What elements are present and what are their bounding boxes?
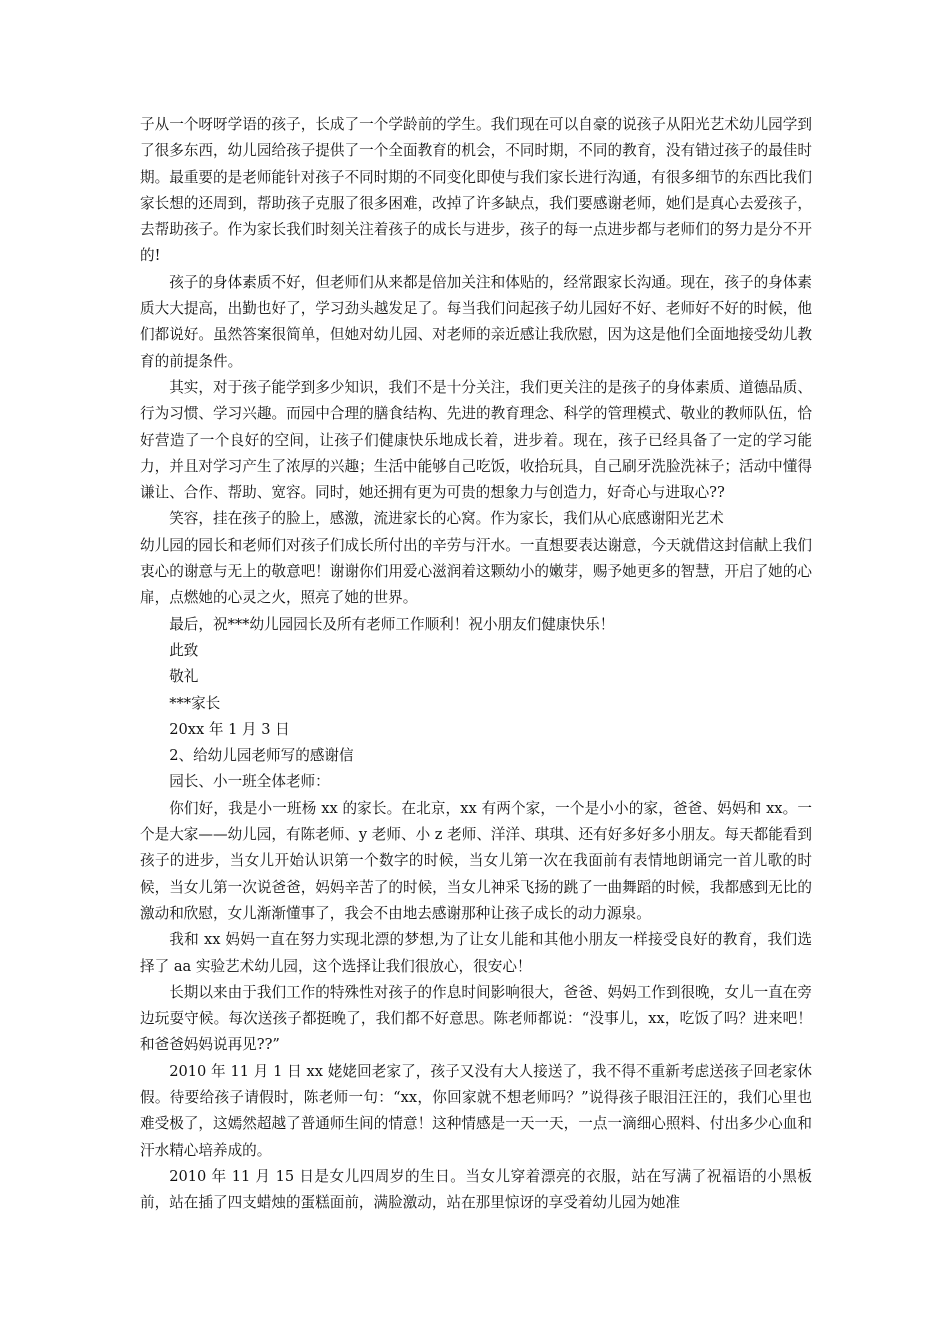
paragraph-1: 子从一个呀呀学语的孩子，长成了一个学龄前的学生。我们现在可以自豪的说孩子从阳光艺术幼儿园学到了很多东西，幼儿园给孩子提供了一个全面教育的机会，不同时期，不同的教育，没有错过孩子的最佳时期。最重要的是老师能针对孩子不同时期的不同变化即使与我们家长进行沟通，有很多细节的东西比我们家长想的还周到，帮助孩子克服了很多困难，改掉了许多缺点，我们要感谢老师，她们是真心去爱孩子，去帮助孩子。作为家长我们时刻关注着孩子的成长与进步，孩子的每一点进步都与老师们的努力是分不开的! [140, 116, 812, 265]
section-heading: 2、给幼儿园老师写的感谢信 [169, 747, 354, 765]
paragraph-17: 2010 年 11 月 15 日是女儿四周岁的生日。当女儿穿着漂亮的衣服，站在写满了祝福语的小黑板前，站在插了四支蜡烛的蛋糕面前，满脸激动，站在那里惊讶的享受着幼儿园为她准 [140, 1167, 812, 1212]
paragraph-5: 幼儿园的园长和老师们对孩子们成长所付出的辛劳与汗水。一直想要表达谢意，今天就借这封信献上我们衷心的谢意与无上的敬意吧！谢谢你们用爱心滋润着这颗幼小的嫩芽，赐予她更多的智慧，开启了她的心扉，点燃她的心灵之火，照亮了她的世界。 [140, 536, 812, 607]
signature: ***家长 [169, 694, 221, 712]
paragraph-16: 2010 年 11 月 1 日 xx 姥姥回老家了，孩子又没有大人接送了，我不得不重新考虑送孩子回老家休假。待要给孩子请假时，陈老师一句：“xx，你回家就不想老师吗？”说得孩子眼泪汪汪的，我们心里也难受极了，这嫣然超越了普通师生间的情意！这种情感是一天一天，一点一滴细心照料、付出多少心血和汗水精心培养成的。 [140, 1062, 812, 1159]
letter-recipient: 园长、小一班全体老师： [169, 773, 330, 791]
document-page [140, 112, 812, 1216]
paragraph-15: 长期以来由于我们工作的特殊性对孩子的作息时间影响很大，爸爸、妈妈工作到很晚，女儿一直在旁边玩耍守候。每次送孩子都挺晚了，我们都不好意思。陈老师都说：“没事儿，xx，吃饭了吗？进来吧！和爸爸妈妈说再见??” [140, 983, 812, 1054]
salutation-cizhi: 此致 [169, 641, 199, 659]
closing-wish: 最后，祝***幼儿园园长及所有老师工作顺利！祝小朋友们健康快乐！ [169, 615, 615, 633]
letter-date: 20xx 年 1 月 3 日 [169, 720, 290, 738]
paragraph-13: 你们好，我是小一班杨 xx 的家长。在北京，xx 有两个家，一个是小小的家，爸爸、妈妈和 xx。一个是大家——幼儿园，有陈老师、y 老师、小 z 老师、洋洋、琪琪、还有好多好多小朋友。每天都能看到孩子的进步，当女儿开始认识第一个数字的时候，当女儿第一次在我面前有表情地朗诵完一首儿歌的时候，当女儿第一次说爸爸，妈妈辛苦了的时候，当女儿神采飞扬的跳了一曲舞蹈的时候，我都感到无比的激动和欣慰，女儿渐渐懂事了，我会不由地去感谢那种让孩子成长的动力源泉。 [140, 799, 812, 922]
paragraph-14: 我和 xx 妈妈一直在努力实现北漂的梦想,为了让女儿能和其他小朋友一样接受良好的教育，我们选择了 aa 实验艺术幼儿园，这个选择让我们很放心，很安心！ [140, 931, 812, 975]
paragraph-4: 笑容，挂在孩子的脸上，感激，流进家长的心窝。作为家长，我们从心底感谢阳光艺术 [169, 510, 724, 528]
salutation-jingli: 敬礼 [169, 668, 199, 686]
paragraph-3: 其实，对于孩子能学到多少知识，我们不是十分关注，我们更关注的是孩子的身体素质、道德品质、行为习惯、学习兴趣。而园中合理的膳食结构、先进的教育理念、科学的管理模式、敬业的教师队伍，恰好营造了一个良好的空间，让孩子们健康快乐地成长着，进步着。现在，孩子已经具备了一定的学习能力，并且对学习产生了浓厚的兴趣；生活中能够自己吃饭，收拾玩具，自己刷牙洗脸洗袜子；活动中懂得谦让、合作、帮助、宽容。同时，她还拥有更为可贵的想象力与创造力，好奇心与进取心?? [140, 378, 812, 502]
paragraph-2: 孩子的身体素质不好，但老师们从来都是倍加关注和体贴的，经常跟家长沟通。现在，孩子的身体素质大大提高，出勤也好了，学习劲头越发足了。每当我们问起孩子幼儿园好不好、老师好不好的时候，他们都说好。虽然答案很简单，但她对幼儿园、对老师的亲近感让我欣慰，因为这是他们全面地接受幼儿教育的前提条件。 [140, 273, 812, 370]
